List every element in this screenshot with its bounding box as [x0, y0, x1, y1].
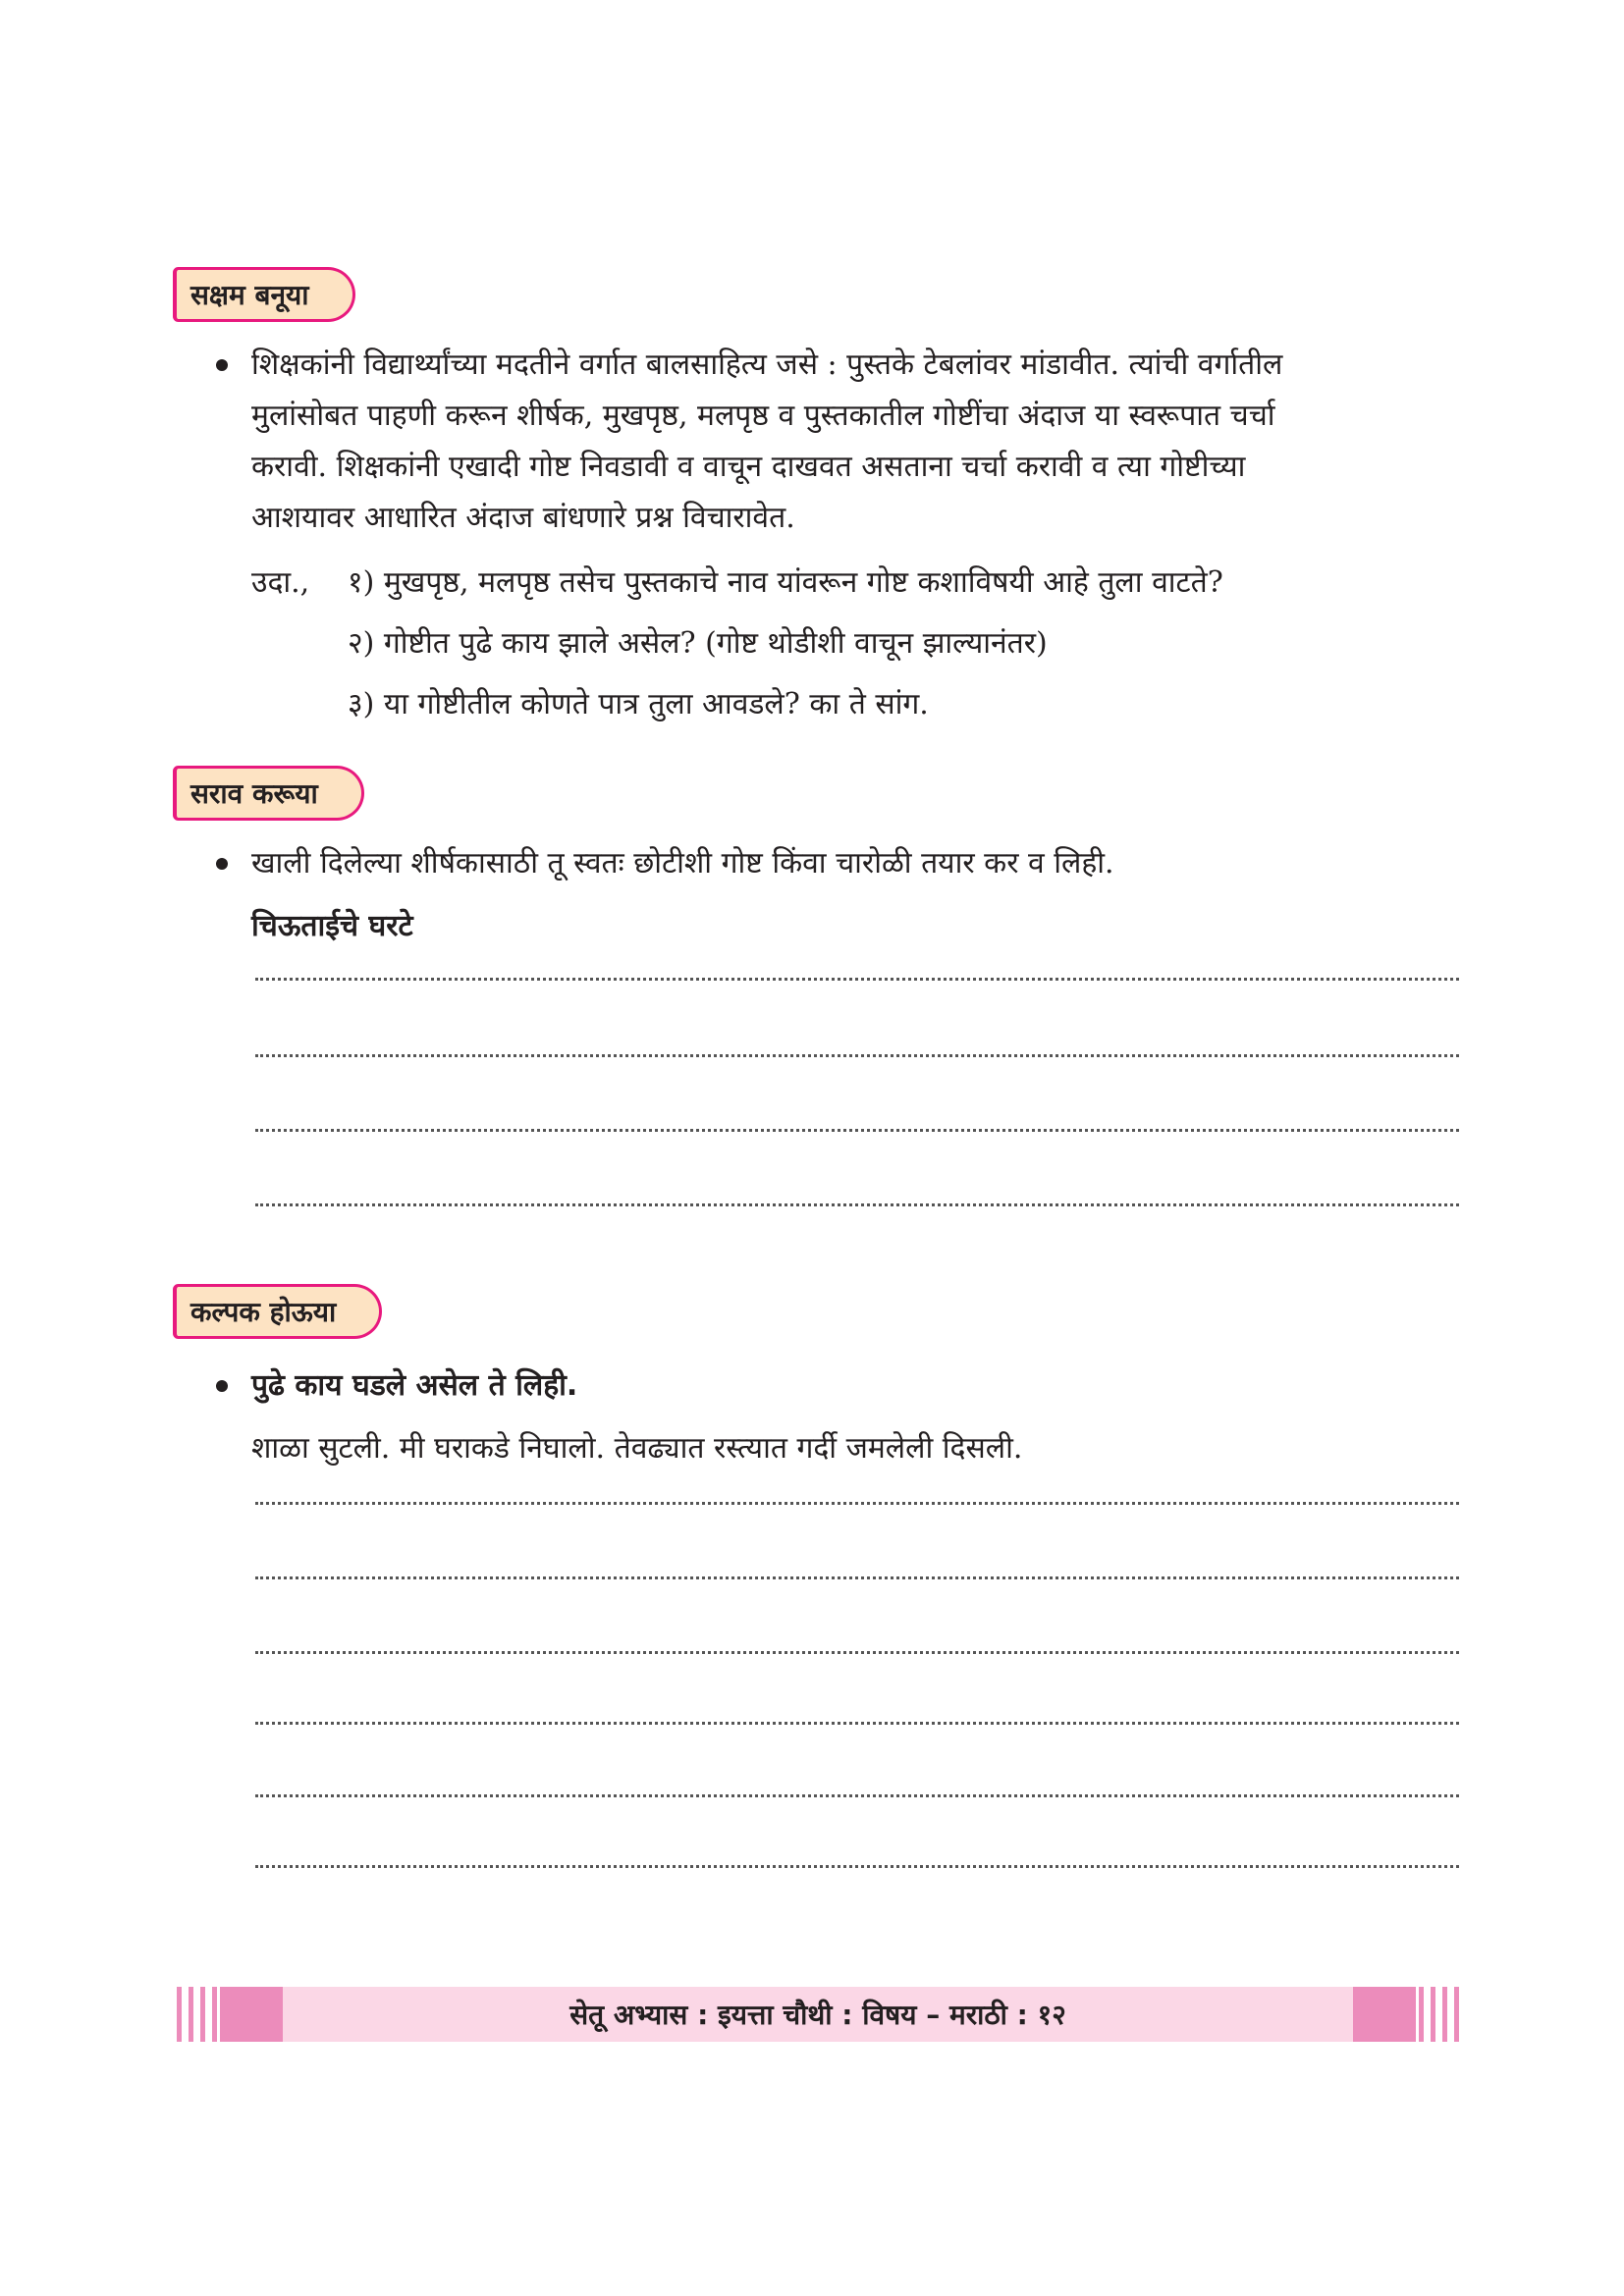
footer-block-left	[220, 1987, 283, 2042]
answer-line[interactable]	[255, 1651, 1459, 1654]
prompt-text: शाळा सुटली. मी घराकडे निघालो. तेवढ्यात रस्त्यात गर्दी जमलेली दिसली.	[251, 1431, 1023, 1466]
answer-line[interactable]	[255, 1576, 1459, 1579]
footer-stripes-left	[177, 1987, 220, 2042]
section-heading-kalpak: कल्पक होऊया	[173, 1284, 382, 1339]
answer-line[interactable]	[255, 1502, 1459, 1505]
example-label: उदा.,	[251, 565, 310, 600]
answer-line[interactable]	[255, 1129, 1459, 1132]
page-footer	[177, 1987, 1459, 2042]
answer-line[interactable]	[255, 978, 1459, 981]
instruction-text: खाली दिलेल्या शीर्षकासाठी तू स्वतः छोटीशी गोष्ट किंवा चारोळी तयार कर व लिही.	[251, 846, 1114, 881]
answer-line[interactable]	[255, 1722, 1459, 1725]
answer-line[interactable]	[255, 1203, 1459, 1206]
question-item: ३) या गोष्टीतील कोणते पात्र तुला आवडले? का ते सांग.	[348, 687, 929, 721]
footer-block-right	[1353, 1987, 1416, 2042]
section-heading-saksham: सक्षम बनूया	[173, 267, 355, 322]
bullet-icon	[216, 858, 228, 870]
answer-line[interactable]	[255, 1865, 1459, 1868]
footer-text: सेतू अभ्यास : इयत्ता चौथी : विषय – मराठी : १२	[283, 1987, 1353, 2042]
instruction-text: पुढे काय घडले असेल ते लिही.	[251, 1368, 578, 1403]
paragraph-line: आशयावर आधारित अंदाज बांधणारे प्रश्न विचारावेत.	[251, 501, 795, 535]
section-heading-sarav: सराव करूया	[173, 766, 364, 821]
bullet-icon	[216, 1380, 228, 1392]
footer-stripes-right	[1416, 1987, 1459, 2042]
paragraph-line: शिक्षकांनी विद्यार्थ्यांच्या मदतीने वर्गात बालसाहित्य जसे : पुस्तके टेबलांवर मांडावीत. त्यांची वर्गातील	[251, 347, 1283, 382]
answer-line[interactable]	[255, 1794, 1459, 1797]
answer-line[interactable]	[255, 1054, 1459, 1057]
question-item: १) मुखपृष्ठ, मलपृष्ठ तसेच पुस्तकाचे नाव यांवरून गोष्ट कशाविषयी आहे तुला वाटते?	[348, 565, 1223, 600]
story-title: चिऊताईचे घरटे	[251, 909, 413, 943]
bullet-icon	[216, 359, 228, 371]
question-item: २) गोष्टीत पुढे काय झाले असेल? (गोष्ट थोडीशी वाचून झाल्यानंतर)	[348, 626, 1048, 661]
paragraph-line: मुलांसोबत पाहणी करून शीर्षक, मुखपृष्ठ, मलपृष्ठ व पुस्तकातील गोष्टींचा अंदाज या स्वरूपात चर्चा	[251, 399, 1275, 433]
paragraph-line: करावी. शिक्षकांनी एखादी गोष्ट निवडावी व वाचून दाखवत असताना चर्चा करावी व त्या गोष्टीच्या	[251, 450, 1246, 484]
